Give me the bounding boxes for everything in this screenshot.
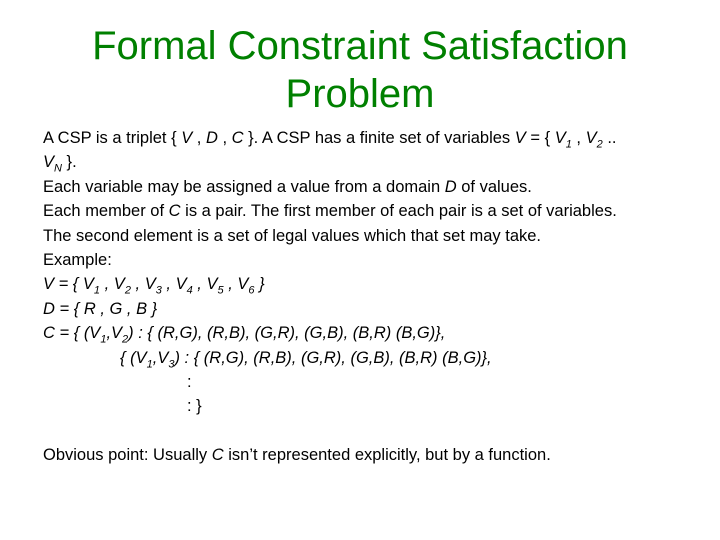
text-span: Each member of — [43, 202, 169, 221]
text-span: is a pair. The first member of each pair is a set of variables. — [180, 202, 617, 221]
var-V2: V — [585, 129, 597, 147]
subscript: 6 — [248, 284, 255, 297]
subscript: 1 — [565, 138, 572, 151]
text-span: : { (R,G), (R,B), (G,R), (G,B), (B,R) (B,G)}, — [179, 348, 492, 367]
text-span: Obvious point: Usually — [43, 446, 212, 465]
text-span: ,V — [106, 324, 123, 343]
constraint-sentence — [43, 199, 703, 223]
title-line-2: Problem — [285, 72, 435, 116]
v-definition — [43, 272, 703, 296]
slide-body — [43, 126, 703, 468]
title-line-1: Formal Constraint Satisfaction — [92, 24, 628, 68]
csp-definition-line-2 — [43, 150, 703, 174]
text-span: , V — [192, 275, 218, 294]
text-span: , V — [161, 275, 187, 294]
text-span: , — [217, 129, 232, 147]
text-span: }. — [61, 153, 77, 172]
subscript: N — [54, 162, 62, 175]
text-span: ,V — [152, 348, 169, 367]
second-element-sentence: The second element is a set of legal values which that set may take. — [43, 226, 542, 245]
text-span: isn’t represented explicitly, but by a function. — [223, 446, 551, 465]
var-C: C — [168, 202, 181, 221]
csp-definition-line-1 — [43, 126, 703, 150]
text-span: = { — [525, 129, 555, 147]
slide-title — [0, 22, 720, 118]
c-definition-line-2 — [43, 346, 703, 370]
example-label: Example: — [43, 251, 112, 270]
text-span: ) — [128, 324, 134, 343]
text-span: } — [254, 275, 265, 294]
c-definition-close: : } — [187, 397, 202, 416]
text-span: of values. — [456, 177, 532, 196]
var-D: D — [205, 129, 218, 147]
text-span: C = { (V — [43, 324, 101, 343]
subscript: 2 — [124, 284, 131, 297]
subscript: 2 — [596, 138, 603, 151]
text-span: A CSP is a triplet { — [43, 129, 182, 147]
d-definition: D = { R , G , B } — [43, 299, 158, 318]
var-V: V — [181, 129, 193, 147]
text-span: , V — [130, 275, 156, 294]
subscript: 2 — [122, 333, 129, 346]
subscript: 3 — [155, 284, 162, 297]
var-V1: V — [554, 129, 566, 147]
text-span: , — [571, 129, 586, 147]
subscript: 4 — [186, 284, 193, 297]
var-C: C — [231, 129, 244, 147]
subscript: 5 — [217, 284, 224, 297]
var-V: V — [514, 129, 526, 147]
subscript: 1 — [146, 357, 153, 370]
text-span: , V — [100, 275, 125, 294]
text-span: : { (R,G), (R,B), (G,R), (G,B), (B,R) (B,G)}, — [133, 324, 446, 343]
c-continuation-colon: : — [187, 373, 192, 392]
footer-note — [43, 443, 703, 467]
var-D: D — [444, 177, 457, 196]
text-span: Each variable may be assigned a value from a domain — [43, 177, 445, 196]
text-span: .. — [602, 129, 617, 147]
var-VN: V — [43, 153, 55, 172]
subscript: 1 — [100, 333, 107, 346]
var-C: C — [211, 446, 224, 465]
domain-sentence — [43, 175, 703, 199]
spacer — [43, 419, 703, 443]
subscript: 3 — [168, 357, 175, 370]
text-span: }. A CSP has a finite set of variables — [243, 129, 515, 147]
text-span: ) — [174, 348, 180, 367]
text-span: V = { V — [43, 275, 94, 294]
c-definition-line-1 — [43, 321, 703, 345]
text-span: , V — [223, 275, 249, 294]
text-span: , — [192, 129, 206, 147]
subscript: 1 — [93, 284, 101, 297]
text-span: { (V — [120, 348, 147, 367]
